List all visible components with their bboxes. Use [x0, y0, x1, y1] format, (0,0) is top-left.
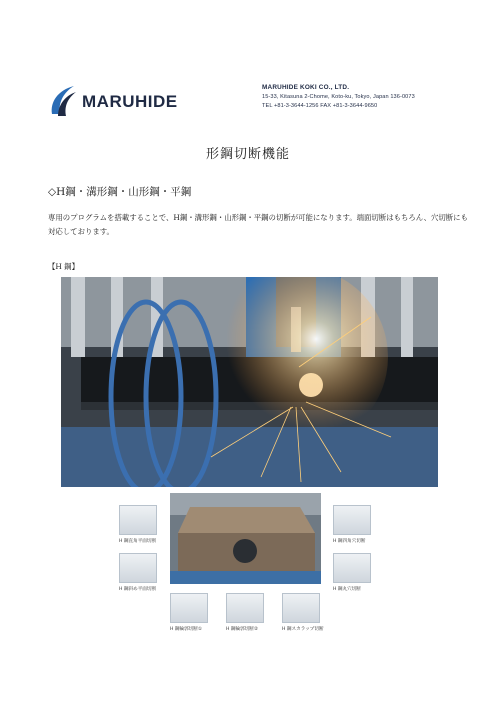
maruhide-swoosh-icon: [48, 84, 78, 118]
cut-diagram: [282, 593, 320, 623]
cut-type-label: H 鋼斜め平面切断: [119, 587, 157, 592]
cut-type-label: H 鋼スカラップ切断: [282, 627, 324, 632]
cut-type-6: [333, 505, 383, 544]
cut-type-label: H 鋼輪郭切断②: [226, 627, 259, 632]
logo-wordmark: MARUHIDE: [82, 92, 178, 111]
company-contact: TEL +81-3-3644-1256 FAX +81-3-3644-9650: [262, 103, 378, 109]
cut-type-4: [226, 593, 276, 632]
cut-type-label: H 鋼丸穴切断: [333, 587, 361, 592]
section-heading: ◇H鋼・溝形鋼・山形鋼・平鋼: [48, 186, 192, 198]
cut-type-label: H 鋼輪郭切断①: [170, 627, 203, 632]
cut-diagram: [119, 553, 157, 583]
maruhide-logo: [48, 84, 228, 120]
cut-type-3: [170, 593, 220, 632]
company-address: 15-33, Kitasuna 2-Chome, Koto-ku, Tokyo, Japan 136-0073: [262, 94, 415, 100]
body-paragraph: 専用のプログラムを搭載することで、H鋼・溝形鋼・山形鋼・平鋼の切断が可能になります。端面切断はもちろん、穴切断にも対応しております。: [48, 213, 468, 236]
cut-type-7: [333, 553, 383, 592]
cut-type-label: H 鋼直角平面切断: [119, 539, 157, 544]
cut-type-5: [282, 593, 332, 632]
cut-type-1: [119, 505, 169, 544]
document-title: 形鋼切断機能: [205, 147, 290, 162]
cut-diagram: [226, 593, 264, 623]
company-name: MARUHIDE KOKI CO., LTD.: [262, 84, 350, 91]
company-info: [262, 84, 415, 109]
cut-diagram: [170, 593, 208, 623]
cut-type-2: [119, 553, 169, 592]
h-beam-cutting-photo: [61, 277, 438, 487]
letterhead: [48, 82, 458, 124]
cut-beam-sample-photo: [170, 493, 321, 584]
cut-diagram: [333, 553, 371, 583]
subsection-tag: 【H 鋼】: [48, 262, 79, 271]
cut-type-label: H 鋼四角穴切断: [333, 539, 366, 544]
cut-diagram: [119, 505, 157, 535]
cut-diagram: [333, 505, 371, 535]
